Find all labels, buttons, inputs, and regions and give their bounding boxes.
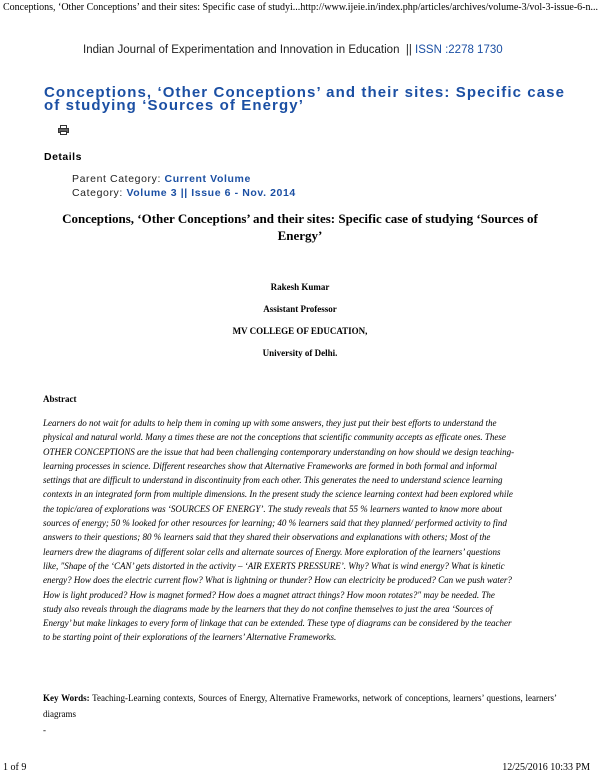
journal-banner	[83, 44, 503, 56]
keywords-label: Key Words:	[43, 693, 90, 703]
abstract-body	[43, 416, 557, 645]
abstract-heading: Abstract	[43, 394, 77, 404]
paper-title-line2: Energy’	[277, 228, 323, 243]
parent-category-link[interactable]: Current Volume	[164, 173, 251, 185]
abstract-line: settings that are difficult to understand in discontinuity from each other. This generates the need to understand science learning	[43, 475, 503, 486]
article-heading-line2[interactable]: of studying ‘Sources of Energy’	[44, 97, 304, 114]
abstract-line: contexts in an integrated form from multiple dimensions. In the present study the science learning context had been explored while	[43, 489, 513, 500]
journal-separator: ||	[405, 44, 412, 56]
abstract-line: like, "Shape of the ‘CAN’ gets distorted in the activity – ‘AIR EXERTS PRESSURE’. Why? What is wind energy? What is kinetic	[43, 560, 505, 571]
abstract-line: study also reveals through the diagrams made by the learners that they do not confine themselves to just the area ‘Sources of	[43, 603, 493, 614]
details-heading: Details	[44, 151, 82, 163]
article-heading-line1[interactable]: Conceptions, ‘Other Conceptions’ and their sites: Specific case	[44, 84, 566, 101]
print-datetime: 12/25/2016 10:33 PM	[502, 762, 590, 773]
author-college: MV COLLEGE OF EDUCATION,	[232, 326, 368, 336]
browser-url: http://www.ijeie.in/index.php/articles/archives/volume-3/vol-3-issue-6-n...	[300, 2, 598, 13]
keywords-text: Teaching-Learning contexts, Sources of Energy, Alternative Frameworks, network of conceptions, learners’ questions, learners’ diagrams	[43, 693, 557, 719]
abstract-line: sources of energy; 50 % looked for other resources for learning; 40 % learners said that they planned/ performed activity to find	[43, 518, 507, 529]
category-link[interactable]: Volume 3 || Issue 6 - Nov. 2014	[126, 187, 296, 199]
abstract-line: to be starting point of their explorations of the learners’ Alternative Frameworks.	[43, 632, 337, 643]
abstract-line: answers to their questions; 80 % learners said that they shared their observations and explanations with others; Most of the	[43, 532, 491, 543]
trailing-mark: -	[43, 725, 46, 735]
paper-title	[40, 210, 560, 244]
category-label: Category:	[72, 187, 123, 199]
author-university: University of Delhi.	[262, 348, 338, 358]
author-position: Assistant Professor	[263, 304, 337, 314]
print-icon[interactable]	[58, 125, 69, 135]
browser-page-title: Conceptions, ‘Other Conceptions’ and their sites: Specific case of studyi...	[3, 2, 301, 13]
author-name: Rakesh Kumar	[270, 282, 330, 292]
abstract-line: Energy’ but make linkages to every form of linkage that can be extended. These type of diagrams can be considered by the teacher	[43, 618, 512, 629]
journal-issn: ISSN :2278 1730	[415, 44, 503, 56]
abstract-line: How is light produced? How is magnet formed? How does a magnet attract things? How moon rotates?" may be needed. The	[43, 589, 495, 600]
abstract-line: energy? How does the electric current flow? What is lightning or thunder? How can electricity be produced? Can we push water?	[43, 575, 512, 586]
parent-category-label: Parent Category:	[72, 173, 161, 185]
page-count: 1 of 9	[3, 762, 27, 773]
abstract-line: physical and natural world. Many a times these are not the conceptions that scientific community accepts as efficate ones. These	[43, 432, 506, 443]
keywords	[43, 690, 557, 722]
abstract-line: learners drew the diagrams of different solar cells and alternate sources of Energy. More exploration of the learners’ questions	[43, 546, 501, 557]
article-heading[interactable]	[44, 86, 584, 112]
abstract-line: learning processes in science. Different researches show that Alternative Frameworks are formed in both formal and informal	[43, 460, 497, 471]
abstract-line: Learners do not wait for adults to help them in coming up with some answers, they just put their best efforts to understand the	[43, 418, 497, 428]
category	[72, 187, 296, 199]
abstract-line: OTHER CONCEPTIONS are the issue that had been challenging contemporary understanding on how should we design teaching-	[43, 446, 515, 457]
journal-name: Indian Journal of Experimentation and Innovation in Education	[83, 44, 400, 56]
parent-category	[72, 173, 251, 185]
abstract-line: the topic/area of explorations was ‘SOURCES OF ENERGY’. The study reveals that 55 % learners wanted to know more about	[43, 503, 502, 514]
paper-title-line1: Conceptions, ‘Other Conceptions’ and their sites: Specific case of studying ‘Sources of	[62, 211, 538, 226]
